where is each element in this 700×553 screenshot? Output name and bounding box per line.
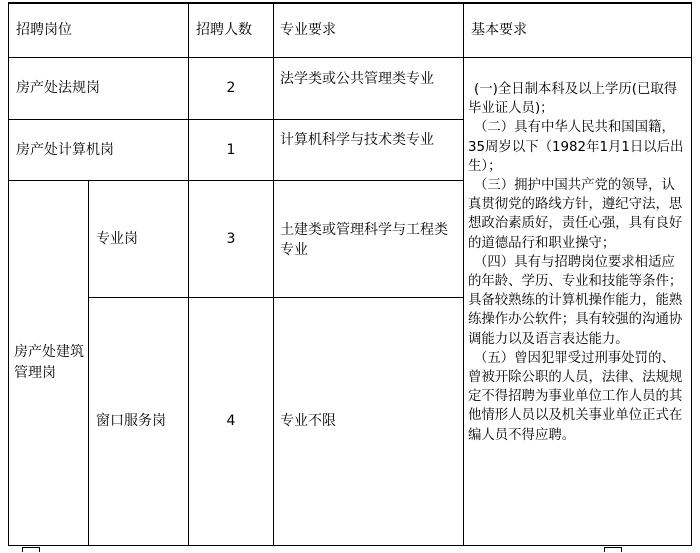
column-divider xyxy=(463,2,464,546)
row-major: 计算机科学与技术类专业 xyxy=(280,132,434,148)
header-basic: 基本要求 xyxy=(471,21,527,38)
sub-position-divider xyxy=(88,180,89,546)
sub-position: 窗口服务岗 xyxy=(96,413,166,429)
group-position: 房产处建筑管理岗 xyxy=(14,344,84,381)
sub-position: 专业岗 xyxy=(96,230,138,247)
requirement-item: （二）具有中华人民共和国国籍，35周岁以下（1982年1月1日以后出生）； xyxy=(468,120,684,174)
row-count: 1 xyxy=(226,141,236,158)
sub-major: 专业不限 xyxy=(280,413,336,429)
header-position: 招聘岗位 xyxy=(16,21,72,38)
table-border-right xyxy=(691,2,692,546)
table-border-left xyxy=(8,2,9,546)
row-count: 2 xyxy=(226,80,236,96)
requirement-item: （四）具有与招聘岗位要求相适应的年龄、学历、专业和技能等条件；具备较熟练的计算机操作能力，能熟练操作办公软件；具有较强的沟通协调能力以及语言表达能力。 xyxy=(468,254,683,347)
basic-requirements xyxy=(468,80,686,445)
row-position: 房产处法规岗 xyxy=(16,80,100,96)
row-position: 房产处计算机岗 xyxy=(16,141,114,158)
table-border-bottom xyxy=(8,545,692,546)
requirement-item: （三）拥护中国共产党的领导，认真贯彻党的路线方针，遵纪守法，思想政治素质好，责任心强，具有良好的道德品行和职业操守； xyxy=(468,178,683,251)
crop-mark xyxy=(22,547,40,552)
requirement-item: （五）曾因犯罪受过刑事处罚的、曾被开除公职的人员，法律、法规规定不得招聘为事业单位工作人员的其他情形人员以及机关事业单位正式在编人员不得应聘。 xyxy=(468,350,683,443)
crop-mark xyxy=(604,547,622,552)
sub-count: 3 xyxy=(226,230,236,247)
row-major: 法学类或公共管理类专业 xyxy=(280,71,434,87)
header-count: 招聘人数 xyxy=(196,21,252,38)
sub-major: 土建类或管理科学与工程类专业 xyxy=(280,222,448,258)
requirement-item: (一)全日制本科及以上学历(已取得毕业证人员)； xyxy=(468,82,678,117)
sub-count: 4 xyxy=(226,413,236,429)
header-major: 专业要求 xyxy=(280,21,336,38)
column-divider xyxy=(273,2,274,546)
